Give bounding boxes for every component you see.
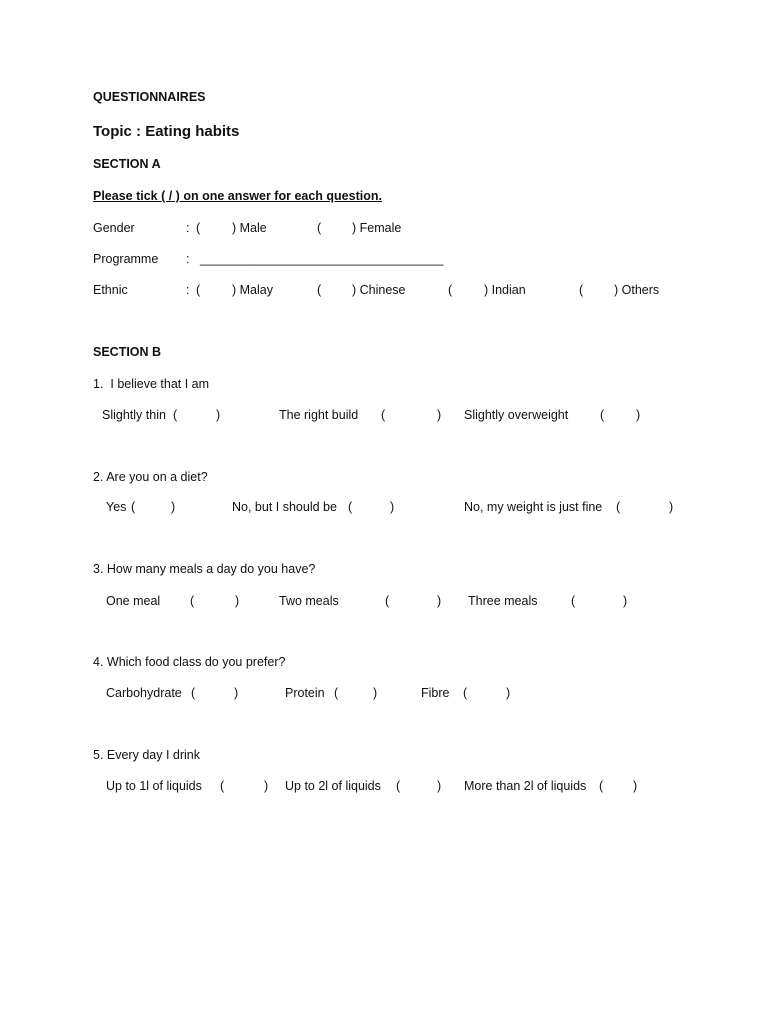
topic-heading: Topic : Eating habits (93, 123, 240, 140)
q4-option-1-box-open[interactable]: ( (191, 686, 196, 700)
q1-option-label: Slightly thin (102, 408, 166, 422)
q2-option-3-box-open[interactable]: ( (616, 500, 621, 514)
q5-option-label: More than 2l of liquids (464, 779, 587, 793)
question-3-text: 3. How many meals a day do you have? (93, 562, 316, 576)
q4-option-label: Protein (285, 686, 325, 700)
q5-option-1-box-close[interactable]: ) (264, 779, 269, 793)
section-a-heading: SECTION A (93, 157, 161, 171)
q1-option-1-box-close[interactable]: ) (216, 408, 221, 422)
q5-option-1-box-open[interactable]: ( (220, 779, 225, 793)
q1-option-3-box-close[interactable]: ) (636, 408, 641, 422)
gender-female-checkbox[interactable]: ( (317, 221, 322, 235)
q4-option-1-box-close[interactable]: ) (234, 686, 239, 700)
gender-label: Gender (93, 221, 135, 235)
q1-option-2-box-close[interactable]: ) (437, 408, 442, 422)
q5-option-2-box-open[interactable]: ( (396, 779, 401, 793)
q2-option-1-box-open[interactable]: ( (131, 500, 136, 514)
q2-option-1-box-close[interactable]: ) (171, 500, 176, 514)
q2-option-label: No, but I should be (232, 500, 337, 514)
q1-option-2-box-open[interactable]: ( (381, 408, 386, 422)
q5-option-2-box-close[interactable]: ) (437, 779, 442, 793)
ethnic-malay-label: ) Malay (232, 283, 273, 297)
programme-input-line[interactable]: ___________________________________ (200, 252, 444, 266)
question-1-text: 1. I believe that I am (93, 377, 210, 391)
q5-option-3-box-open[interactable]: ( (599, 779, 604, 793)
question-4-text: 4. Which food class do you prefer? (93, 655, 286, 669)
q4-option-3-box-open[interactable]: ( (463, 686, 468, 700)
q2-option-2-box-open[interactable]: ( (348, 500, 353, 514)
q3-option-3-box-close[interactable]: ) (623, 594, 628, 608)
gender-male-checkbox[interactable]: ( (196, 221, 201, 235)
programme-colon: : (186, 252, 190, 266)
q4-option-3-box-close[interactable]: ) (506, 686, 511, 700)
ethnic-indian-checkbox[interactable]: ( (448, 283, 453, 297)
q2-option-3-box-close[interactable]: ) (669, 500, 674, 514)
q5-option-3-box-close[interactable]: ) (633, 779, 638, 793)
q4-option-label: Carbohydrate (106, 686, 182, 700)
question-5-text: 5. Every day I drink (93, 748, 200, 762)
programme-label: Programme (93, 252, 159, 266)
gender-male-label: ) Male (232, 221, 267, 235)
q3-option-3-box-open[interactable]: ( (571, 594, 576, 608)
ethnic-others-checkbox[interactable]: ( (579, 283, 584, 297)
q2-option-label: Yes (106, 500, 127, 514)
ethnic-chinese-label: ) Chinese (352, 283, 406, 297)
q2-option-2-box-close[interactable]: ) (390, 500, 395, 514)
q3-option-1-box-open[interactable]: ( (190, 594, 195, 608)
q3-option-2-box-close[interactable]: ) (437, 594, 442, 608)
ethnic-label: Ethnic (93, 283, 128, 297)
q5-option-label: Up to 2l of liquids (285, 779, 381, 793)
ethnic-colon: : (186, 283, 190, 297)
instruction-text: Please tick ( / ) on one answer for each question. (93, 189, 382, 203)
gender-female-label: ) Female (352, 221, 402, 235)
ethnic-indian-label: ) Indian (484, 283, 526, 297)
q3-option-1-box-close[interactable]: ) (235, 594, 240, 608)
q4-option-2-box-open[interactable]: ( (334, 686, 339, 700)
q3-option-label: Two meals (279, 594, 339, 608)
document-title: QUESTIONNAIRES (93, 90, 206, 104)
ethnic-others-label: ) Others (614, 283, 660, 297)
ethnic-malay-checkbox[interactable]: ( (196, 283, 201, 297)
q4-option-2-box-close[interactable]: ) (373, 686, 378, 700)
question-2-text: 2. Are you on a diet? (93, 470, 208, 484)
q3-option-2-box-open[interactable]: ( (385, 594, 390, 608)
q4-option-label: Fibre (421, 686, 450, 700)
q5-option-label: Up to 1l of liquids (106, 779, 202, 793)
q3-option-label: One meal (106, 594, 161, 608)
q3-option-label: Three meals (468, 594, 538, 608)
q1-option-1-box-open[interactable]: ( (173, 408, 178, 422)
q1-option-label: Slightly overweight (464, 408, 569, 422)
q2-option-label: No, my weight is just fine (464, 500, 603, 514)
q1-option-3-box-open[interactable]: ( (600, 408, 605, 422)
section-b-heading: SECTION B (93, 345, 162, 359)
ethnic-chinese-checkbox[interactable]: ( (317, 283, 322, 297)
gender-colon: : (186, 221, 190, 235)
q1-option-label: The right build (279, 408, 359, 422)
